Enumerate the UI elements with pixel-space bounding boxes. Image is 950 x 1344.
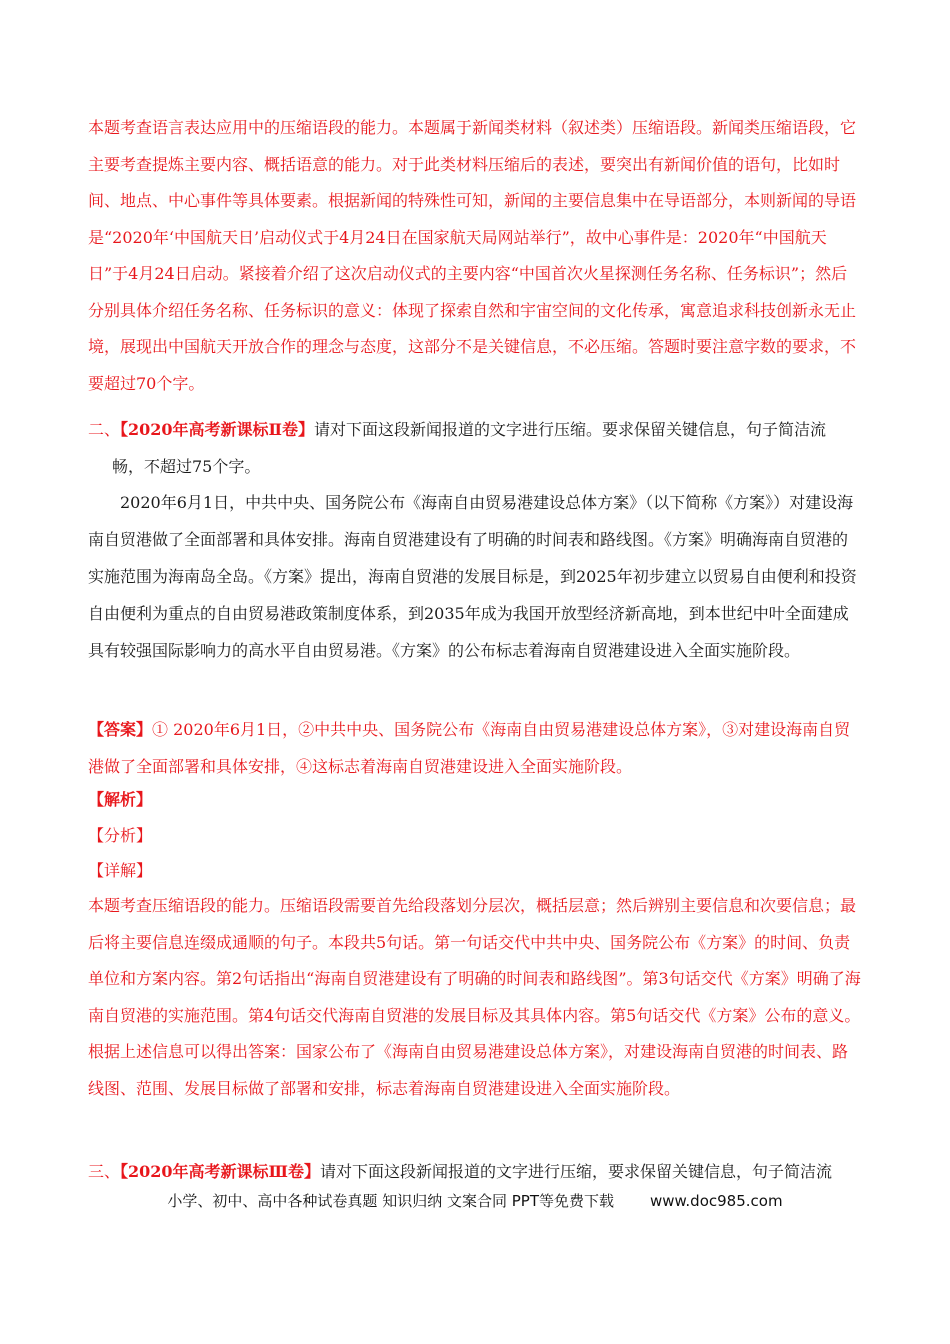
answer-block bbox=[88, 712, 863, 785]
question-2 bbox=[88, 412, 863, 485]
footer-text: 小学、初中、高中各种试卷真题 知识归纳 文案合同 PPT等免费下载 bbox=[167, 1192, 614, 1210]
question-2-line-1 bbox=[88, 412, 863, 449]
question-3 bbox=[88, 1154, 863, 1191]
answer-label: 【答案】 bbox=[88, 720, 153, 739]
fenxi-label: 【分析】 bbox=[88, 826, 153, 845]
analysis-paragraph-1: 本题考查语言表达应用中的压缩语段的能力。本题属于新闻类材料（叙述类）压缩语段。新闻类压缩语段，它主要考查提炼主要内容、概括语意的能力。对于此类材料压缩后的表述，要突出有新闻价值的语句，比如时间、地点、中心事件等具体要素。根据新闻的特殊性可知，新闻的主要信息集中在导语部分，本则新闻的导语是“2020年‘中国航天日’启动仪式于4月24日在国家航天局网站举行”，故中心事件是：2020年“中国航天日”于4月24日启动。紧接着介绍了这次启动仪式的主要内容“中国首次火星探测任务名称、任务标识”；然后分别具体介绍任务名称、任务标识的意义：体现了探索自然和宇宙空间的文化传承，寓意追求科技创新永无止境，展现出中国航天开放合作的理念与态度，这部分不是关键信息，不必压缩。答题时要注意字数的要求，不要超过70个字。 bbox=[88, 118, 857, 393]
news-passage-2: 2020年6月1日，中共中央、国务院公布《海南自由贸易港建设总体方案》（以下简称《方案》）对建设海南自贸港做了全面部署和具体安排。海南自贸港建设有了明确的时间表和路线图。《方案》明确海南自贸港的实施范围为海南岛全岛。《方案》提出，海南自贸港的发展目标是，到2025年初步建立以贸易自由便利和投资自由便利为重点的自由贸易港政策制度体系，到2035年成为我国开放型经济新高地，到本世纪中叶全面建成具有较强国际影响力的高水平自由贸易港。《方案》的公布标志着海南自贸港建设进入全面实施阶段。 bbox=[88, 493, 857, 660]
page-footer bbox=[0, 1190, 950, 1211]
question-2-prompt: 请对下面这段新闻报道的文字进行压缩。要求保留关键信息，句子简洁流 bbox=[314, 420, 827, 439]
question-3-prompt: 请对下面这段新闻报道的文字进行压缩，要求保留关键信息，句子简洁流 bbox=[320, 1162, 833, 1181]
analysis-paragraph-2: 本题考查压缩语段的能力。压缩语段需要首先给段落划分层次，概括层意；然后辨别主要信息和次要信息；最后将主要信息连缀成通顺的句子。本段共5句话。第一句话交代中共中央、国务院公布《方案》的时间、负责单位和方案内容。第2句话指出“海南自贸港建设有了明确的时间表和路线图”。第3句话交代《方案》明确了海南自贸港的实施范围。第4句话交代海南自贸港的发展目标及其具体内容。第5句话交代《方案》公布的意义。根据上述信息可以得出答案：国家公布了《海南自由贸易港建设总体方案》，对建设海南自贸港的时间表、路线图、范围、发展目标做了部署和安排，标志着海南自贸港建设进入全面实施阶段。 bbox=[88, 896, 861, 1098]
question-2-prompt-cont: 畅，不超过75个字。 bbox=[112, 456, 261, 476]
question-3-source: 【2020年高考新课标Ⅲ卷】 bbox=[120, 1162, 321, 1181]
question-2-source: 【2020年高考新课标Ⅱ卷】 bbox=[120, 420, 315, 439]
xiangjie-label: 【详解】 bbox=[88, 861, 153, 880]
footer-url: www.doc985.com bbox=[649, 1192, 783, 1210]
question-3-number: 三、 bbox=[88, 1162, 121, 1181]
answer-text: ① 2020年6月1日，②中共中央、国务院公布《海南自由贸易港建设总体方案》，③对建设海南自贸港做了全面部署和具体安排，④这标志着海南自贸港建设进入全面实施阶段。 bbox=[88, 720, 851, 776]
jiexi-label: 【解析】 bbox=[88, 790, 153, 809]
question-2-number: 二、 bbox=[88, 420, 121, 439]
